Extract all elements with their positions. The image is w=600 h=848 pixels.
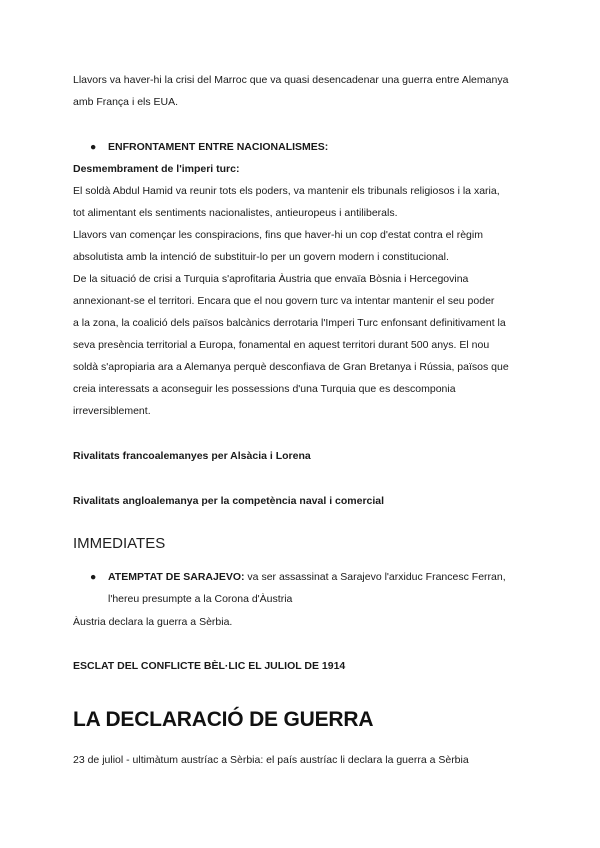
declaration-heading: LA DECLARACIÓ DE GUERRA — [73, 708, 374, 731]
rivalry-france-germany: Rivalitats francoalemanyes per Alsàcia i Lorena — [73, 450, 311, 462]
intro-line-2: amb França i els EUA. — [73, 96, 179, 108]
para3-line-1: De la situació de crisi a Turquia s'aprofitaria Àustria que envaïa Bòsnia i Hercegovina — [73, 273, 469, 285]
para1-line-1: El soldà Abdul Hamid va reunir tots els poders, va mantenir els tribunals religiosos i la xaria, — [73, 185, 500, 197]
intro-line-1: Llavors va haver-hi la crisi del Marroc que va quasi desencadenar una guerra entre Alemanya — [73, 74, 509, 86]
austria-declares: Àustria declara la guerra a Sèrbia. — [73, 616, 233, 628]
para3-line-4: seva presència territorial a Europa, fonamental en aquest territori durant 500 anys. El nou — [73, 339, 490, 351]
sarajevo-text: va ser assassinat a Sarajevo l'arxiduc Francesc Ferran, — [244, 571, 506, 583]
para3-line-7: irreversiblement. — [73, 405, 151, 417]
para2-line-2: absolutista amb la intenció de substituir-lo per un govern modern i constitucional. — [73, 251, 449, 263]
para2-line-1: Llavors van començar les conspiracions, fins que haver-hi un cop d'estat contra el règim — [73, 229, 483, 241]
para1-line-2: tot alimentant els sentiments nacionalistes, antieuropeus i antiliberals. — [73, 207, 398, 219]
turkish-empire-subheading: Desmembrament de l'imperi turc: — [73, 163, 240, 175]
bullet-icon: ● — [90, 141, 97, 153]
bullet-icon: ● — [90, 571, 97, 583]
rivalry-britain-germany: Rivalitats angloalemanya per la competència naval i comercial — [73, 495, 385, 507]
nationalism-heading: ENFRONTAMENT ENTRE NACIONALISMES: — [108, 141, 329, 153]
declaration-line: 23 de juliol - ultimàtum austríac a Sèrbia: el país austríac li declara la guerra a Sèrbia — [73, 754, 469, 766]
outbreak-heading: ESCLAT DEL CONFLICTE BÈL·LIC EL JULIOL DE 1914 — [73, 660, 346, 672]
sarajevo-text-line-2: l'hereu presumpte a la Corona d'Àustria — [108, 593, 293, 605]
para3-line-6: creia interessats a aconseguir les possessions d'una Turquia que es descomponia — [73, 383, 456, 395]
sarajevo-label: ATEMPTAT DE SARAJEVO: — [108, 571, 245, 583]
para3-line-5: soldà s'apropiaria ara a Alemanya perquè desconfiava de Gran Bretanya i Rússia, països que — [73, 361, 509, 373]
para3-line-3: a la zona, la coalició dels països balcànics derrotaria l'Imperi Turc enfonsant definitivament la — [73, 317, 506, 329]
immediate-heading: IMMEDIATES — [73, 535, 166, 552]
para3-line-2: annexionant-se el territori. Encara que el nou govern turc va intentar mantenir el seu poder — [73, 295, 495, 307]
